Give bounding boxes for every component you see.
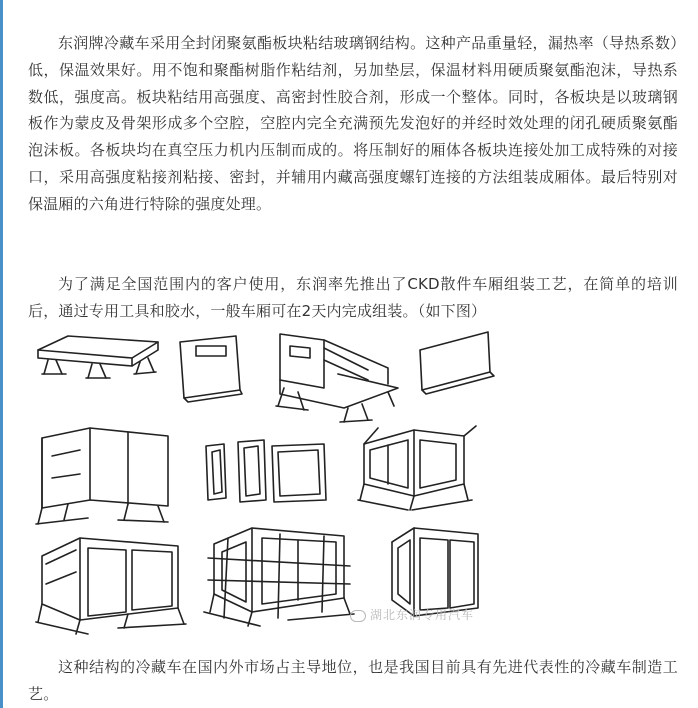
paragraph-ckd: 为了满足全国范围内的客户使用，东润率先推出了CKD散件车厢组装工艺，在简单的培训后，通过专用工具和胶水，一般车厢可在2天内完成组装。（如下图）	[28, 275, 678, 320]
step-wall-panel	[180, 336, 242, 402]
step-door-frames	[206, 440, 326, 502]
left-accent-rule	[0, 0, 3, 708]
step-floor-with-front-wall	[276, 334, 398, 422]
step-finished-cargo-box	[392, 528, 478, 616]
watermark	[350, 606, 474, 623]
wechat-icon	[350, 610, 366, 622]
step-floor-panel	[38, 336, 158, 378]
watermark-text: 湖北东润专用汽车	[370, 608, 475, 622]
step-three-walls	[36, 428, 168, 524]
step-body-with-door	[358, 426, 476, 510]
paragraph-conclusion: 这种结构的冷藏车在国内外市场占主导地位，也是我国目前具有先进代表性的冷藏车制造工艺。	[28, 658, 678, 703]
paragraph-intro: 东润牌冷藏车采用全封闭聚氨酯板块粘结玻璃钢结构。这种产品重量轻，漏热率（导热系数）低，保温效果好。用不饱和聚酯树脂作粘结剂，另加垫层，保温材料用硬质聚氨酯泡沫，导热系数低，强度高。板块粘结用高强度、高密封性胶合剂，形成一个整体。同时，各板块是以玻璃钢板作为蒙皮及骨架形成多个空腔，空腔内完全充满预先发泡好的并经时效处理的闭孔硬质聚氨酯泡沫板。各板块均在真空压力机内压制而成的。将压制好的厢体各板块连接处加工成特殊的对接口，采用高强度粘接剂粘接、密封，并辅用内藏高强度螺钉连接的方法组装成厢体。最后特别对保温厢的六角进行特除的强度处理。	[28, 34, 678, 213]
assembly-steps-figure	[28, 328, 678, 648]
step-side-panel	[420, 332, 494, 394]
step-assembled-body-front	[36, 538, 186, 634]
step-assembled-body-clamped	[204, 528, 354, 626]
